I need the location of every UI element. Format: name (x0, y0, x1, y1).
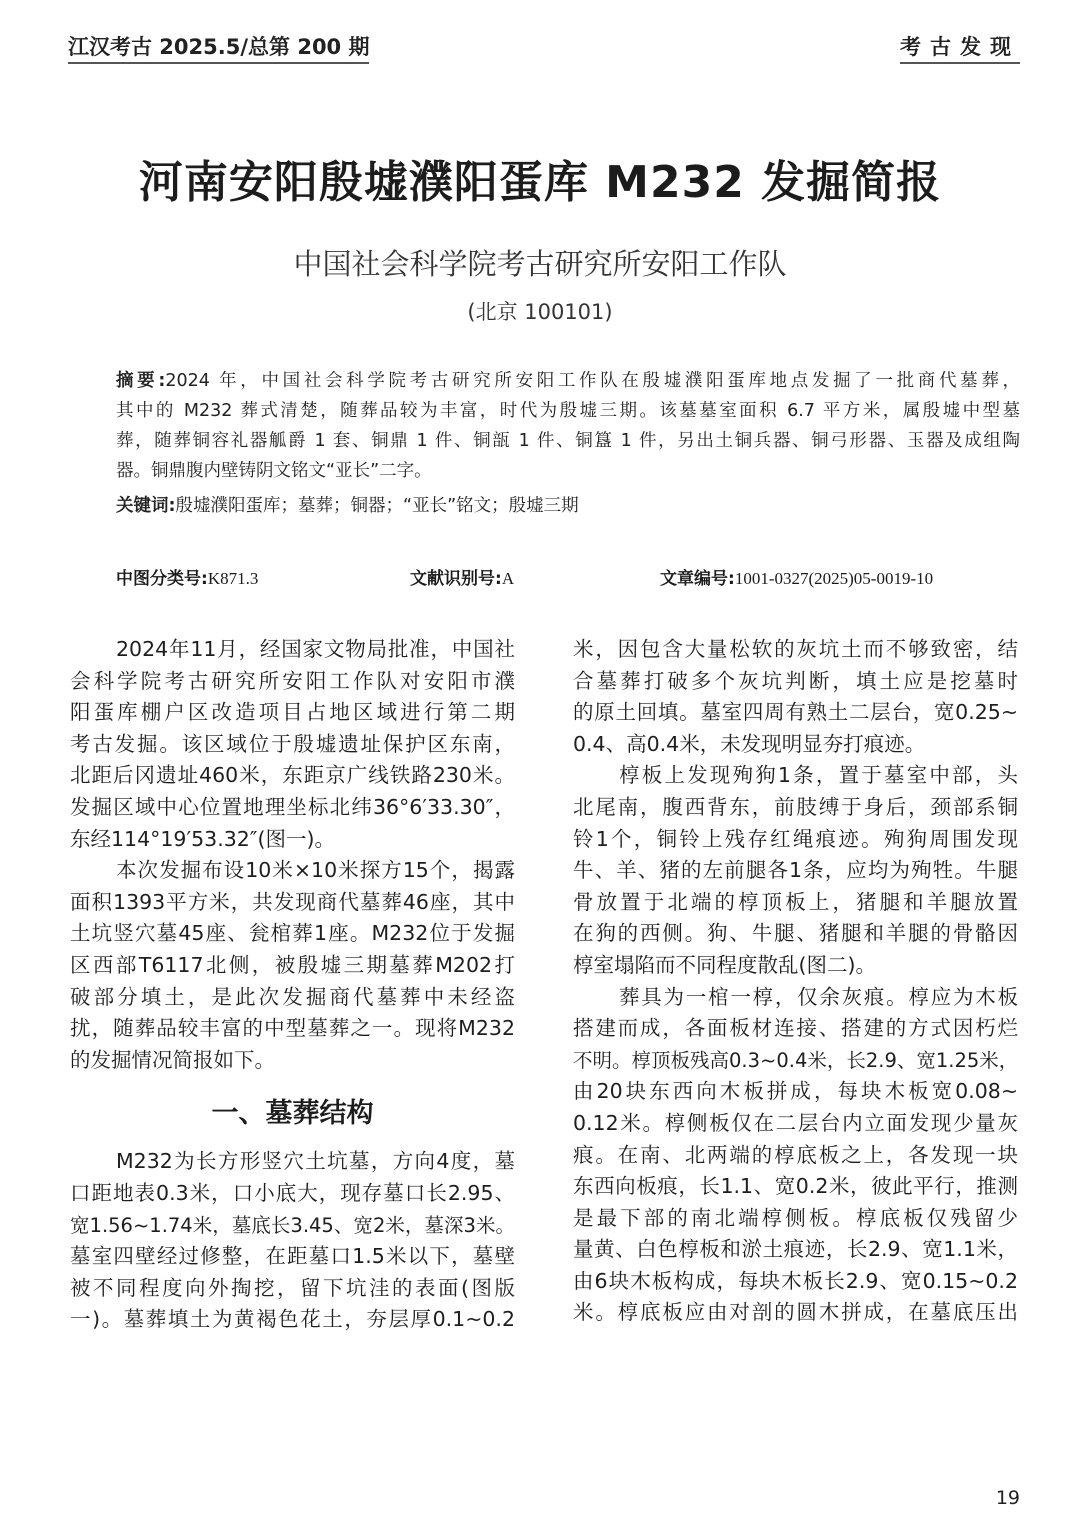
text-line: 铃1个，铜铃上残存红绳痕迹。殉狗周围发现 (573, 826, 1018, 851)
left-column (70, 634, 515, 1336)
text-line: 在狗的西侧。狗、牛腿、猪腿和羊腿的骨骼因 (573, 921, 1018, 946)
text-line: 墓室四壁经过修整，在距墓口1.5米以下，墓壁 (70, 1244, 515, 1269)
text-line: 破部分填土，是此次发掘商代墓葬中未经盗 (70, 984, 515, 1009)
abstract-text: 2024 年，中国社会科学院考古研究所安阳工作队在殷墟濮阳蛋库地点发掘了一批商代墓葬， (165, 371, 1020, 391)
text-line: 牛、羊、猪的左前腿各1条，应均为殉牲。牛腿 (573, 858, 1018, 883)
abstract-line: 其中的 M232 葬式清楚，随葬品较为丰富，时代为殷墟三期。该墓墓室面积 6.7 平方米，属殷墟中型墓 (116, 401, 1020, 421)
text-line: 宽1.56~1.74米，墓底长3.45、宽2米，墓深3米。 (70, 1213, 515, 1237)
text-line: 量黄、白色椁板和淤土痕迹，长2.9、宽1.1米， (573, 1237, 1018, 1262)
text-line: 扰，随葬品较丰富的中型墓葬之一。现将M232 (70, 1016, 515, 1041)
paragraph (70, 1146, 515, 1336)
text-line: 米，因包含大量松软的灰坑土而不够致密，结 (573, 637, 1018, 661)
text-line: 0.4、高0.4米，未发现明显夯打痕迹。 (573, 731, 926, 756)
text-line: 面积1393平方米，共发现商代墓葬46座，其中 (70, 889, 515, 914)
keywords-line (116, 491, 1020, 521)
text-line: 一)。墓葬填土为黄褐色花土，夯层厚0.1~0.2 (70, 1307, 515, 1332)
text-line: 的发掘情况简报如下。 (70, 1047, 275, 1072)
text-line: M232为长方形竖穴土坑墓，方向4度，墓 (116, 1149, 515, 1174)
clc-value: K871.3 (207, 569, 259, 588)
text-line: 米。椁底板应由对剖的圆木拼成，在墓底压出 (573, 1300, 1018, 1325)
text-line: 东经114°19′53.32″(图一)。 (70, 826, 335, 851)
text-line: 骨放置于北端的椁顶板上，猪腿和羊腿放置 (573, 889, 1018, 914)
doc-value: A (501, 569, 515, 588)
text-line: 椁板上发现殉狗1条，置于墓室中部，头 (619, 763, 1018, 788)
text-line: 2024年11月，经国家文物局批准，中国社 (116, 637, 515, 661)
text-line: 本次发掘布设10米×10米探方15个，揭露 (116, 858, 515, 883)
text-line: 由20块东西向木板拼成，每块木板宽0.08~ (573, 1079, 1018, 1104)
text-line: 被不同程度向外掏挖，留下坑洼的表面(图版 (70, 1275, 515, 1300)
section-heading: 一、墓葬结构 (211, 1098, 374, 1130)
classification-row (116, 564, 1020, 592)
text-line: 合墓葬打破多个灰坑判断，填土应是挖墓时 (573, 668, 1018, 693)
journal-header: 江汉考古 2025.5/总第 200 期 (68, 34, 369, 64)
text-line: 的原土回填。墓室四周有熟土二层台，宽0.25~ (573, 700, 1018, 725)
text-line: 0.12米。椁侧板仅在二层台内立面发现少量灰 (573, 1110, 1018, 1135)
abstract-label: 摘要: (116, 371, 166, 391)
article-title: 河南安阳殷墟濮阳蛋库 M232 发掘简报 (138, 157, 942, 208)
article-author: 中国社会科学院考古研究所安阳工作队 (293, 247, 787, 281)
text-line: 是最下部的南北端椁侧板。椁底板仅残留少 (573, 1205, 1018, 1230)
paragraph (70, 634, 515, 855)
author-address: (北京 100101) (467, 300, 613, 324)
abstract-line: 葬，随葬铜容礼器觚爵 1 套、铜鼎 1 件、铜瓿 1 件、铜簋 1 件，另出土铜兵器、铜弓形器、玉器及成组陶 (116, 431, 1020, 451)
page-number: 19 (995, 1487, 1020, 1509)
document-code (410, 564, 514, 589)
text-line: 痕。在南、北两端的椁底板之上，各发现一块 (573, 1142, 1018, 1167)
text-line: 由6块木板构成，每块木板长2.9、宽0.15~0.2 (573, 1268, 1018, 1293)
text-line: 发掘区域中心位置地理坐标北纬36°6′33.30″， (70, 794, 515, 819)
paragraph (70, 855, 515, 1076)
text-line: 北距后冈遗址460米，东距京广线铁路230米。 (70, 763, 515, 788)
text-line: 东西向板痕，长1.1、宽0.2米，彼此平行，推测 (573, 1174, 1018, 1199)
right-column (573, 634, 1018, 1329)
clc-number (116, 564, 258, 589)
paragraph (573, 982, 1018, 1330)
article-value: 1001-0327(2025)05-0019-10 (734, 569, 934, 588)
text-line: 椁室塌陷而不同程度散乱(图二)。 (573, 952, 876, 977)
text-line: 会科学院考古研究所安阳工作队对安阳市濮 (70, 668, 515, 693)
doc-label: 文献识别号: (410, 569, 502, 589)
keywords-text: 殷墟濮阳蛋库；墓葬；铜器；“亚长”铭文；殷墟三期 (175, 496, 579, 516)
abstract-line (116, 366, 1020, 396)
text-line: 不明。椁顶板残高0.3~0.4米，长2.9、宽1.25米， (573, 1048, 1019, 1072)
column-header: 考古发现 (900, 34, 1020, 64)
text-line: 阳蛋库棚户区改造项目占地区域进行第二期 (70, 700, 515, 725)
paragraph (573, 760, 1018, 981)
article-label: 文章编号: (660, 569, 735, 589)
text-line: 葬具为一棺一椁，仅余灰痕。椁应为木板 (619, 984, 1018, 1009)
article-number (660, 564, 933, 589)
text-line: 考古发掘。该区域位于殷墟遗址保护区东南， (70, 731, 515, 756)
abstract-line: 器。铜鼎腹内壁铸阴文铭文“亚长”二字。 (116, 461, 432, 481)
text-line: 土坑竖穴墓45座、瓮棺葬1座。M232位于发掘 (70, 921, 515, 946)
keywords-label: 关键词: (116, 496, 176, 516)
text-line: 北尾南，腹西背东，前肢缚于身后，颈部系铜 (573, 794, 1018, 819)
paragraph (573, 634, 1018, 760)
clc-label: 中图分类号: (116, 569, 208, 589)
text-line: 区西部T6117北侧，被殷墟三期墓葬M202打 (70, 952, 515, 977)
text-line: 搭建而成，各面板材连接、搭建的方式因朽烂 (573, 1016, 1018, 1041)
text-line: 口距地表0.3米，口小底大，现存墓口长2.95、 (70, 1180, 515, 1205)
